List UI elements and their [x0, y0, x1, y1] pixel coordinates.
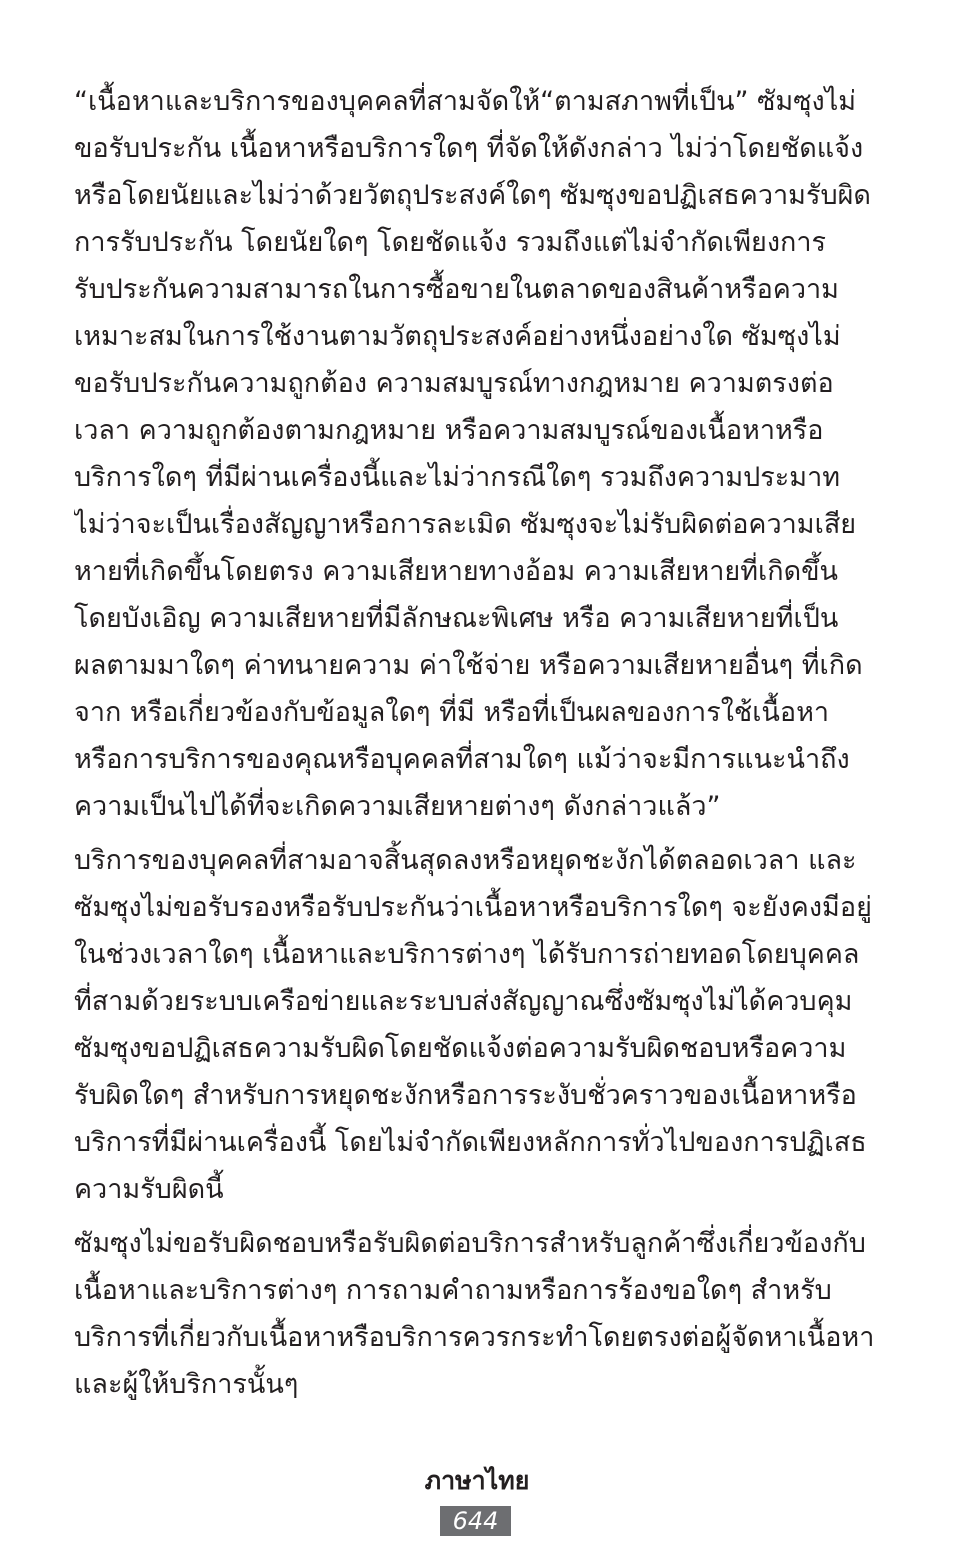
document-body	[74, 78, 886, 1415]
text-line: บริการใดๆ ที่มีผ่านเครื่องนี้และไม่ว่ากรณีใดๆ รวมถึงความประมาท	[74, 462, 841, 493]
text-line: ซัมซุงขอปฏิเสธความรับผิดโดยชัดแจ้งต่อความรับผิดชอบหรือความ	[74, 1033, 847, 1064]
text-line: เนื้อหาและบริการต่างๆ การถามคำถามหรือการร้องขอใดๆ สำหรับ	[74, 1275, 832, 1306]
footer-language-label: ภาษาไทย	[424, 1466, 530, 1495]
paragraph-customer-service	[74, 1220, 886, 1408]
text-line: รับประกันความสามารถในการซื้อขายในตลาดของสินค้าหรือความ	[74, 274, 839, 305]
paragraph-service-interruption	[74, 837, 886, 1213]
text-line: หายที่เกิดขึ้นโดยตรง ความเสียหายทางอ้อม ความเสียหายที่เกิดขึ้น	[74, 556, 839, 587]
text-line: โดยบังเอิญ ความเสียหายที่มีลักษณะพิเศษ หรือ ความเสียหายที่เป็น	[74, 603, 839, 634]
text-line: และผู้ให้บริการนั้นๆ	[74, 1369, 299, 1400]
text-line: บริการที่เกี่ยวกับเนื้อหาหรือบริการควรกระทำโดยตรงต่อผู้จัดหาเนื้อหา	[74, 1322, 875, 1353]
text-line: หรือการบริการของคุณหรือบุคคลที่สามใดๆ แม้ว่าจะมีการแนะนำถึง	[74, 744, 850, 775]
text-line: เหมาะสมในการใช้งานตามวัตถุประสงค์อย่างหนึ่งอย่างใด ซัมซุงไม่	[74, 321, 841, 352]
text-line: ความรับผิดนี้	[74, 1174, 224, 1205]
text-line: ขอรับประกัน เนื้อหาหรือบริการใดๆ ที่จัดให้ดังกล่าว ไม่ว่าโดยชัดแจ้ง	[74, 133, 864, 164]
text-line: ที่สามด้วยระบบเครือข่ายและระบบส่งสัญญาณซึ่งซัมซุงไม่ได้ควบคุม	[74, 986, 853, 1017]
text-line: ซัมซุงไม่ขอรับรองหรือรับประกันว่าเนื้อหาหรือบริการใดๆ จะยังคงมีอยู่	[74, 892, 872, 923]
text-line: ไม่ว่าจะเป็นเรื่องสัญญาหรือการละเมิด ซัมซุงจะไม่รับผิดต่อความเสีย	[74, 509, 857, 540]
text-line: ขอรับประกันความถูกต้อง ความสมบูรณ์ทางกฎหมาย ความตรงต่อ	[74, 368, 834, 399]
text-line: การรับประกัน โดยนัยใดๆ โดยชัดแจ้ง รวมถึงแต่ไม่จำกัดเพียงการ	[74, 227, 827, 258]
text-line: จาก หรือเกี่ยวข้องกับข้อมูลใดๆ ที่มี หรือที่เป็นผลของการใช้เนื้อหา	[74, 697, 830, 728]
text-line: ซัมซุงไม่ขอรับผิดชอบหรือรับผิดต่อบริการสำหรับลูกค้าซึ่งเกี่ยวข้องกับ	[74, 1228, 866, 1259]
text-line: บริการที่มีผ่านเครื่องนี้ โดยไม่จำกัดเพียงหลักการทั่วไปของการปฏิเสธ	[74, 1127, 867, 1158]
text-line: เวลา ความถูกต้องตามกฎหมาย หรือความสมบูรณ์ของเนื้อหาหรือ	[74, 415, 824, 446]
text-line: ผลตามมาใดๆ ค่าทนายความ ค่าใช้จ่าย หรือความเสียหายอื่นๆ ที่เกิด	[74, 650, 863, 681]
paragraph-disclaimer-quote	[74, 78, 886, 830]
text-line: บริการของบุคคลที่สามอาจสิ้นสุดลงหรือหยุดชะงักได้ตลอดเวลา และ	[74, 845, 857, 876]
text-line: ความเป็นไปได้ที่จะเกิดความเสียหายต่างๆ ดังกล่าวแล้ว”	[74, 791, 721, 822]
text-line: ในช่วงเวลาใดๆ เนื้อหาและบริการต่างๆ ได้รับการถ่ายทอดโดยบุคคล	[74, 939, 860, 970]
text-line: หรือโดยนัยและไม่ว่าด้วยวัตถุประสงค์ใดๆ ซัมซุงขอปฏิเสธความรับผิด	[74, 180, 871, 211]
text-line: “เนื้อหาและบริการของบุคคลที่สามจัดให้“ตามสภาพที่เป็น” ซัมซุงไม่	[74, 86, 857, 117]
text-line: รับผิดใดๆ สำหรับการหยุดชะงักหรือการระงับชั่วคราวของเนื้อหาหรือ	[74, 1080, 857, 1111]
page-number-badge: 644	[440, 1506, 511, 1536]
